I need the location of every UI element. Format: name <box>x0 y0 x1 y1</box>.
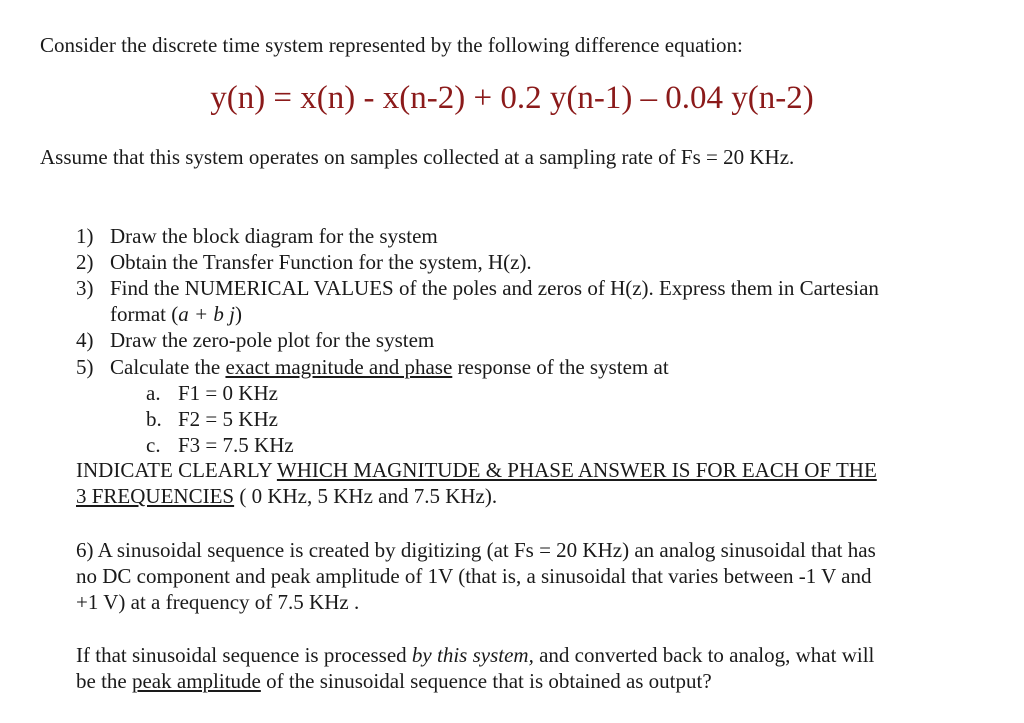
sub-letter: a. <box>146 381 161 405</box>
question-3-continued <box>110 301 242 327</box>
indicate-instruction <box>76 457 877 483</box>
sub-item-c <box>146 432 294 458</box>
question-text: and converted back to analog, what will <box>533 643 875 667</box>
final-question-line-2 <box>76 668 712 694</box>
question-text: format ( <box>110 302 179 326</box>
question-number: 4) <box>76 328 94 352</box>
sub-item-b <box>146 406 278 432</box>
question-number: 5) <box>76 355 94 379</box>
italic-text: by this system, <box>411 643 534 667</box>
question-text: response of the system at <box>452 355 669 379</box>
underlined-text: 3 FREQUENCIES <box>76 484 235 508</box>
assumption-text: Assume that this system operates on samples collected at a sampling rate of Fs = 20 KHz. <box>40 145 795 169</box>
underlined-text: peak amplitude <box>131 669 261 693</box>
instruction-text: ( 0 KHz, 5 KHz and 7.5 KHz). <box>234 484 498 508</box>
sub-item-a <box>146 380 278 406</box>
sub-letter: c. <box>146 433 161 457</box>
question-text: Draw the block diagram for the system <box>110 224 438 248</box>
sub-text: F1 = 0 KHz <box>178 381 278 405</box>
sub-text: F3 = 7.5 KHz <box>178 433 294 457</box>
question-text: Find the NUMERICAL VALUES of the poles and zeros of H(z). Express them in Cartesian <box>110 276 879 300</box>
question-text: If that sinusoidal sequence is processed <box>76 643 412 667</box>
question-text: of the sinusoidal sequence that is obtained as output? <box>260 669 712 693</box>
question-text: be the <box>76 669 132 693</box>
underlined-text: WHICH MAGNITUDE & PHASE ANSWER IS FOR EACH OF THE <box>276 458 877 482</box>
question-6-line-3: +1 V) at a frequency of 7.5 KHz . <box>76 590 360 614</box>
intro-text: Consider the discrete time system represented by the following difference equation: <box>40 33 743 57</box>
sub-letter: b. <box>146 407 162 431</box>
question-text: Obtain the Transfer Function for the system, H(z). <box>110 250 532 274</box>
question-text: Calculate the <box>110 355 226 379</box>
instruction-text: INDICATE CLEARLY <box>76 458 277 482</box>
sub-text: F2 = 5 KHz <box>178 407 278 431</box>
underlined-text: exact magnitude and phase <box>225 355 453 379</box>
cartesian-formula: a + b j <box>178 302 235 326</box>
question-number: 3) <box>76 276 94 300</box>
question-4 <box>76 327 434 353</box>
indicate-instruction-continued <box>76 483 497 509</box>
question-text: ) <box>235 302 242 326</box>
question-number: 2) <box>76 250 94 274</box>
final-question-line-1 <box>76 642 874 668</box>
question-3 <box>76 275 879 301</box>
question-1 <box>76 223 438 249</box>
question-5 <box>76 354 669 380</box>
question-6-line-2: no DC component and peak amplitude of 1V (that is, a sinusoidal that varies between -1 V and <box>76 564 872 588</box>
question-2 <box>76 249 532 275</box>
question-number: 1) <box>76 224 94 248</box>
difference-equation: y(n) = x(n) - x(n-2) + 0.2 y(n-1) – 0.04 y(n-2) <box>210 80 814 116</box>
question-6-line-1: 6) A sinusoidal sequence is created by digitizing (at Fs = 20 KHz) an analog sinusoidal that has <box>76 538 876 562</box>
question-text: Draw the zero-pole plot for the system <box>110 328 435 352</box>
